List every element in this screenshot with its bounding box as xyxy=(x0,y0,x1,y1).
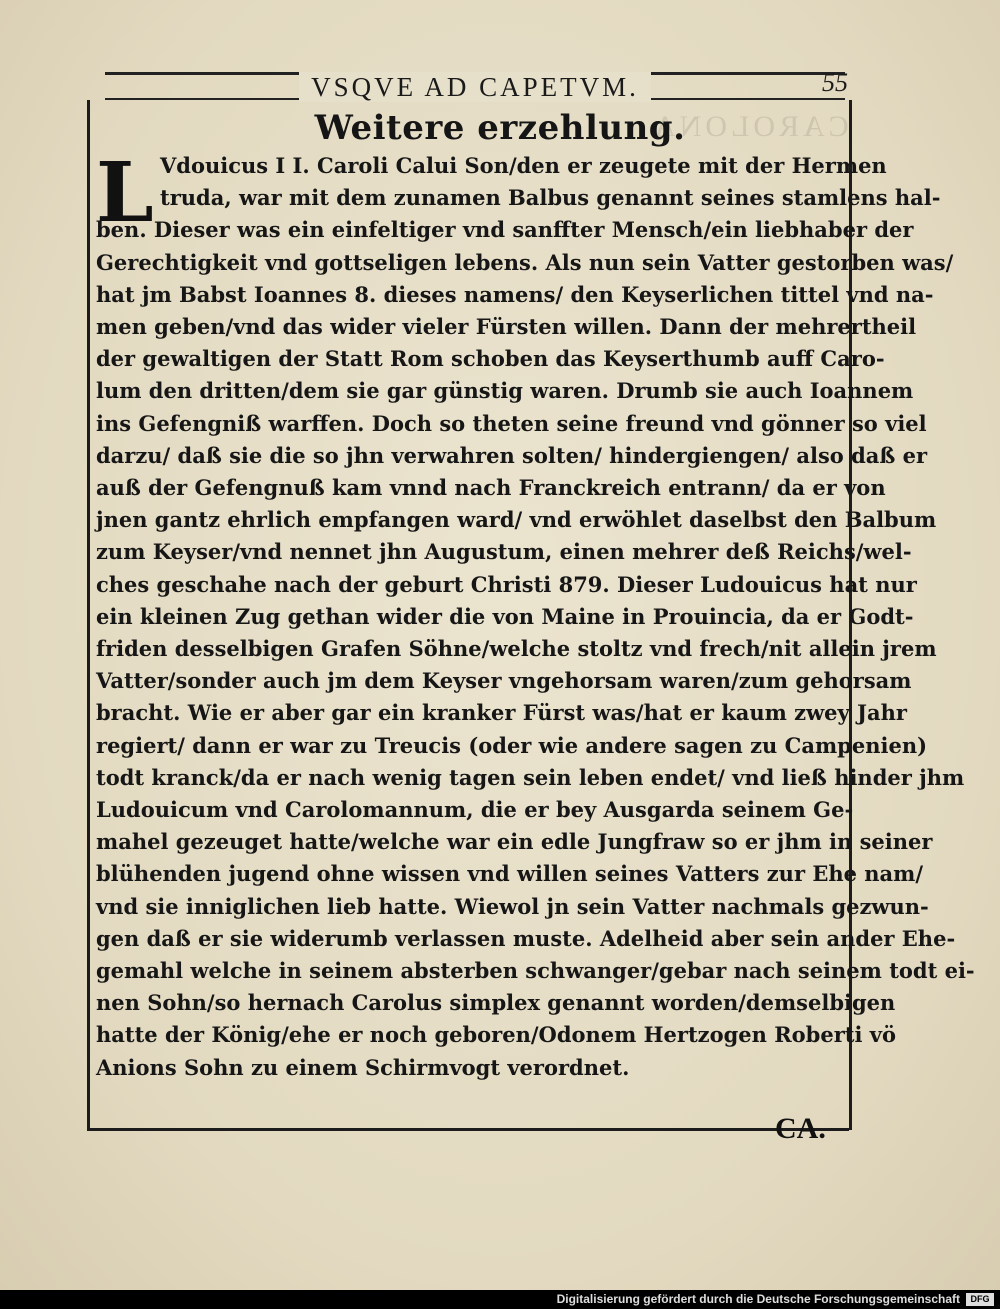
running-head-text: VSQVE AD CAPETVM. xyxy=(299,72,651,102)
text-line: truda, war mit dem zunamen Balbus genannt seines stamlens hal- xyxy=(160,185,941,211)
frame-rule-left xyxy=(87,100,90,1130)
text-line: zum Keyser/vnd nennet jhn Augustum, einen mehrer deß Reichs/wel- xyxy=(96,539,912,565)
text-line: hat jm Babst Ioannes 8. dieses namens/ den Keyserlichen tittel vnd na- xyxy=(96,281,934,307)
text-line: Vdouicus I I. Caroli Calui Son/den er zeugete mit der Hermen xyxy=(160,153,887,178)
text-line: ein kleinen Zug gethan wider die von Maine in Prouincia, da er Godt- xyxy=(96,603,914,629)
text-line: men geben/vnd das wider vieler Fürsten willen. Dann der mehrertheil xyxy=(96,314,917,339)
text-line: Vatter/sonder auch jm dem Keyser vngehorsam waren/zum gehorsam xyxy=(96,668,912,694)
text-line: regiert/ dann er war zu Treucis (oder wie andere sagen zu Campenien) xyxy=(96,732,928,758)
section-heading: Weitere erzehlung. xyxy=(314,108,686,148)
catchword: CA. xyxy=(775,1112,826,1145)
text-line: Anions Sohn zu einem Schirmvogt verordnet. xyxy=(96,1054,630,1080)
text-line: ches geschahe nach der geburt Christi 879. Dieser Ludouicus hat nur xyxy=(96,571,917,597)
drop-initial: L xyxy=(96,145,154,241)
running-head-title xyxy=(105,72,845,103)
text-line: friden desselbigen Grafen Söhne/welche stoltz vnd frech/nit allein jrem xyxy=(96,636,937,661)
footer-credit: Digitalisierung gefördert durch die Deutsche Forschungsgemeinschaft xyxy=(556,1292,960,1306)
text-line: vnd sie inniglichen lieb hatte. Wiewol jn sein Vatter nachmals gezwun- xyxy=(96,893,929,919)
text-line: hatte der König/ehe er noch geboren/Odonem Hertzogen Roberti vö xyxy=(96,1022,896,1048)
text-line: darzu/ daß sie die so jhn verwahren solten/ hindergiengen/ also daß er xyxy=(96,442,928,468)
running-head xyxy=(105,64,845,104)
text-line: mahel gezeuget hatte/welche war ein edle Jungfraw so er jhm in seiner xyxy=(96,829,933,855)
text-line: Gerechtigkeit vnd gottseligen lebens. Als nun sein Vatter gestorben was/ xyxy=(96,249,954,275)
text-line: gemahl welche in seinem absterben schwanger/gebar nach seinem todt ei- xyxy=(96,958,975,983)
text-line: ben. Dieser was ein einfeltiger vnd sanffter Mensch/ein liebhaber der xyxy=(96,217,914,243)
text-line: Ludouicum vnd Carolomannum, die er bey Ausgarda seinem Ge- xyxy=(96,797,854,822)
text-line: lum den dritten/dem sie gar günstig waren. Drumb sie auch Ioannem xyxy=(96,378,914,404)
text-line: gen daß er sie widerumb verlassen muste. Adelheid aber sein ander Ehe- xyxy=(96,925,956,951)
text-line: bracht. Wie er aber gar ein kranker Fürst was/hat er kaum zwey Jahr xyxy=(96,700,907,726)
frame-rule-bottom xyxy=(87,1128,849,1131)
dfg-logo: DFG xyxy=(966,1293,994,1306)
text-line: ins Gefengniß warffen. Doch so theten seine freund vnd gönner so viel xyxy=(96,410,927,436)
text-line: auß der Gefengnuß kam vnnd nach Franckreich entrann/ da er von xyxy=(96,475,886,500)
show-through-text: CAROLONA xyxy=(650,110,849,143)
text-line: nen Sohn/so hernach Carolus simplex genannt worden/demselbigen xyxy=(96,990,896,1016)
text-line: blühenden jugend ohne wissen vnd willen seines Vatters zur Ehe nam/ xyxy=(96,861,924,887)
text-line: todt kranck/da er nach wenig tagen sein leben endet/ vnd ließ hinder jhm xyxy=(96,764,965,790)
page-number: 55 xyxy=(822,68,848,97)
text-line: jnen gantz ehrlich empfangen ward/ vnd erwöhlet daselbst den Balbum xyxy=(96,507,937,533)
text-line: der gewaltigen der Statt Rom schoben das Keyserthumb auff Caro- xyxy=(96,346,885,372)
